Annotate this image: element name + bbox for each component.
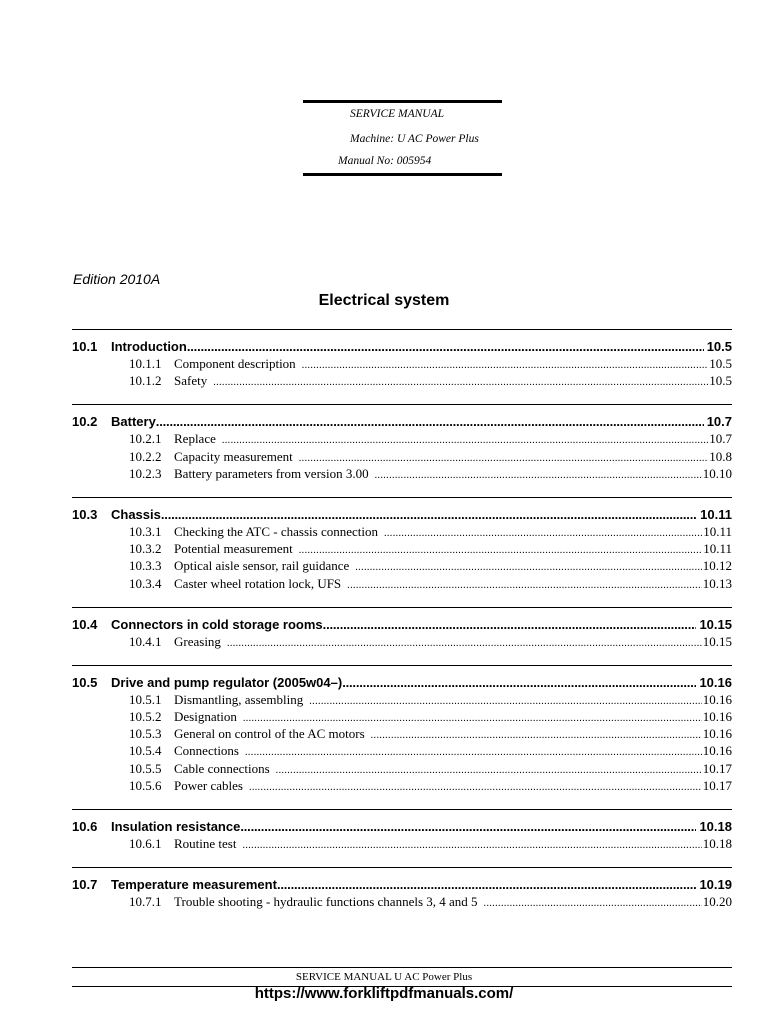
toc-entry-page: 10.16 xyxy=(702,726,732,742)
header-line-1: SERVICE MANUAL xyxy=(350,108,445,120)
toc-entry-number: 10.1.1 xyxy=(129,356,162,371)
toc-section-title: Battery xyxy=(111,414,156,430)
toc-entry-title: Battery parameters from version 3.00 xyxy=(174,465,369,481)
toc-entry-number: 10.5.5 xyxy=(129,760,162,776)
toc-leader-dots xyxy=(240,819,696,834)
toc-entry[interactable] xyxy=(72,634,732,651)
toc-section-heading[interactable] xyxy=(72,675,732,692)
toc-entry-number: 10.5.6 xyxy=(129,777,162,793)
toc-entry-title: Replace xyxy=(174,431,216,447)
toc-entry-page: 10.11 xyxy=(703,541,732,557)
toc-section-title: Temperature measurement xyxy=(111,877,277,893)
toc-entry-page: 10.5 xyxy=(709,356,732,371)
toc-entry[interactable] xyxy=(72,576,732,593)
toc-leader-dots xyxy=(187,339,704,354)
toc-entry-title: Potential measurement xyxy=(174,541,293,557)
footer-rule-top xyxy=(72,967,732,968)
toc-leader-dots xyxy=(302,360,709,371)
toc-entry-page: 10.15 xyxy=(702,633,732,649)
toc-entry-number: 10.3.3 xyxy=(129,558,162,574)
toc-section-heading[interactable] xyxy=(72,819,732,836)
toc-entry-number: 10.2.2 xyxy=(129,448,162,464)
toc-entry-number: 10.2.1 xyxy=(129,431,162,447)
toc-leader-dots xyxy=(227,638,702,649)
toc-entry-page: 10.16 xyxy=(702,709,732,725)
toc-entry-title: Designation xyxy=(174,709,237,725)
toc-section-page: 10.19 xyxy=(699,877,732,893)
toc-entry[interactable] xyxy=(72,778,732,795)
toc-entry[interactable] xyxy=(72,373,732,390)
toc-entry[interactable] xyxy=(72,692,732,709)
toc-section-page: 10.5 xyxy=(706,339,732,354)
toc-entry-title: Trouble shooting - hydraulic functions channels 3, 4 and 5 xyxy=(174,894,478,910)
toc-entry-page: 10.20 xyxy=(702,894,732,910)
toc-entry[interactable] xyxy=(72,726,732,743)
toc-leader-dots xyxy=(299,545,702,556)
manual-header-box xyxy=(303,100,502,176)
toc-leader-dots xyxy=(347,580,702,591)
toc-leader-dots xyxy=(222,435,708,446)
toc-entry-title: Power cables xyxy=(174,777,243,793)
toc-entry-page: 10.13 xyxy=(702,575,732,591)
toc-entry[interactable] xyxy=(72,894,732,911)
toc-leader-dots xyxy=(375,470,702,481)
toc-entry-page: 10.7 xyxy=(709,431,732,447)
toc-entry-title: Routine test xyxy=(174,836,237,851)
toc-section-number: 10.6 xyxy=(72,819,98,834)
toc-entry-title: Checking the ATC - chassis connection xyxy=(174,523,378,539)
toc-section-heading[interactable] xyxy=(72,339,732,356)
toc-section-number: 10.3 xyxy=(72,506,98,522)
toc-section-page: 10.11 xyxy=(700,506,732,522)
toc-section xyxy=(72,809,732,867)
toc-entry-page: 10.12 xyxy=(702,558,732,574)
toc-entry-number: 10.3.4 xyxy=(129,575,162,591)
toc-leader-dots xyxy=(384,528,702,539)
toc-entry-title: Dismantling, assembling xyxy=(174,691,304,707)
toc-section-heading[interactable] xyxy=(72,507,732,524)
toc-section-number: 10.7 xyxy=(72,877,98,893)
toc-leader-dots xyxy=(161,507,697,522)
toc-entry-page: 10.11 xyxy=(703,523,732,539)
toc-entry-page: 10.5 xyxy=(709,373,732,389)
toc-entry[interactable] xyxy=(72,558,732,575)
toc-leader-dots xyxy=(242,840,701,851)
toc-entry[interactable] xyxy=(72,761,732,778)
toc-leader-dots xyxy=(309,696,701,707)
toc-entry-number: 10.5.3 xyxy=(129,726,162,742)
header-line-3: Manual No: 005954 xyxy=(338,155,432,167)
toc-section-heading[interactable] xyxy=(72,877,732,894)
toc-section-number: 10.4 xyxy=(72,616,98,632)
toc-entry[interactable] xyxy=(72,836,732,853)
toc-entry-number: 10.1.2 xyxy=(129,373,162,389)
toc-entry-number: 10.2.3 xyxy=(129,465,162,481)
toc-section-number: 10.1 xyxy=(72,339,98,354)
toc-leader-dots xyxy=(323,617,697,632)
toc-entry[interactable] xyxy=(72,466,732,483)
toc-entry-title: Cable connections xyxy=(174,760,270,776)
header-line-2: Machine: U AC Power Plus xyxy=(350,133,479,145)
toc-entry-title: Optical aisle sensor, rail guidance xyxy=(174,558,350,574)
toc-entry-page: 10.17 xyxy=(702,777,732,793)
toc-entry-title: Capacity measurement xyxy=(174,448,293,464)
toc-entry-number: 10.7.1 xyxy=(129,894,162,910)
toc-entry-title: Connections xyxy=(174,743,239,759)
toc-entry-number: 10.5.1 xyxy=(129,691,162,707)
toc-entry-title: Greasing xyxy=(174,633,221,649)
toc-entry-title: General on control of the AC motors xyxy=(174,726,365,742)
toc-section-title: Introduction xyxy=(111,339,187,354)
toc-section-page: 10.15 xyxy=(699,616,732,632)
toc-section xyxy=(72,867,732,925)
toc-entry-page: 10.10 xyxy=(702,465,732,481)
toc-leader-dots xyxy=(213,377,708,388)
toc-entry[interactable] xyxy=(72,356,732,373)
toc-entry-page: 10.18 xyxy=(702,836,732,851)
toc-entry-number: 10.5.2 xyxy=(129,709,162,725)
page-title: Electrical system xyxy=(318,292,450,309)
toc-entry-title: Safety xyxy=(174,373,208,389)
footer-text: SERVICE MANUAL U AC Power Plus xyxy=(295,971,473,983)
toc-entry[interactable] xyxy=(72,524,732,541)
toc-section xyxy=(72,404,732,497)
toc-section-page: 10.16 xyxy=(699,674,732,690)
watermark-url: https://www.forkliftpdfmanuals.com/ xyxy=(254,985,514,1002)
toc-entry-title: Component description xyxy=(174,356,296,371)
toc-entry[interactable] xyxy=(72,449,732,466)
toc-entry-number: 10.3.1 xyxy=(129,523,162,539)
toc-entry-page: 10.8 xyxy=(709,448,732,464)
toc-leader-dots xyxy=(277,877,697,892)
toc-leader-dots xyxy=(342,675,696,690)
toc-entry-page: 10.16 xyxy=(702,743,732,759)
toc-leader-dots xyxy=(299,453,708,464)
toc-leader-dots xyxy=(245,747,702,758)
toc-section-title: Drive and pump regulator (2005w04–) xyxy=(111,674,343,690)
toc-section-title: Connectors in cold storage rooms xyxy=(111,616,323,632)
toc-section-number: 10.2 xyxy=(72,414,98,430)
toc-leader-dots xyxy=(355,562,701,573)
toc-entry-page: 10.16 xyxy=(702,691,732,707)
toc-section-heading[interactable] xyxy=(72,414,732,431)
toc-section-heading[interactable] xyxy=(72,617,732,634)
toc-section xyxy=(72,497,732,607)
toc-leader-dots xyxy=(371,730,702,741)
toc-section xyxy=(72,665,732,809)
table-of-contents xyxy=(72,329,732,925)
toc-leader-dots xyxy=(484,898,702,909)
toc-section-title: Insulation resistance xyxy=(111,819,241,834)
edition-label: Edition 2010A xyxy=(73,271,161,287)
toc-entry[interactable] xyxy=(72,541,732,558)
toc-section-page: 10.18 xyxy=(699,819,732,834)
toc-section-number: 10.5 xyxy=(72,674,98,690)
toc-entry[interactable] xyxy=(72,743,732,760)
toc-entry[interactable] xyxy=(72,709,732,726)
toc-entry-page: 10.17 xyxy=(702,760,732,776)
toc-section xyxy=(72,329,732,404)
toc-entry-number: 10.6.1 xyxy=(129,836,162,851)
toc-section xyxy=(72,607,732,665)
toc-entry-number: 10.5.4 xyxy=(129,743,162,759)
toc-entry-title: Caster wheel rotation lock, UFS xyxy=(174,575,342,591)
toc-leader-dots xyxy=(156,414,704,429)
toc-entry-number: 10.3.2 xyxy=(129,541,162,557)
toc-leader-dots xyxy=(249,782,702,793)
toc-section-page: 10.7 xyxy=(706,414,732,430)
toc-leader-dots xyxy=(243,713,702,724)
toc-leader-dots xyxy=(276,765,702,776)
toc-entry[interactable] xyxy=(72,431,732,448)
toc-entry-number: 10.4.1 xyxy=(129,633,162,649)
toc-section-title: Chassis xyxy=(111,506,161,522)
